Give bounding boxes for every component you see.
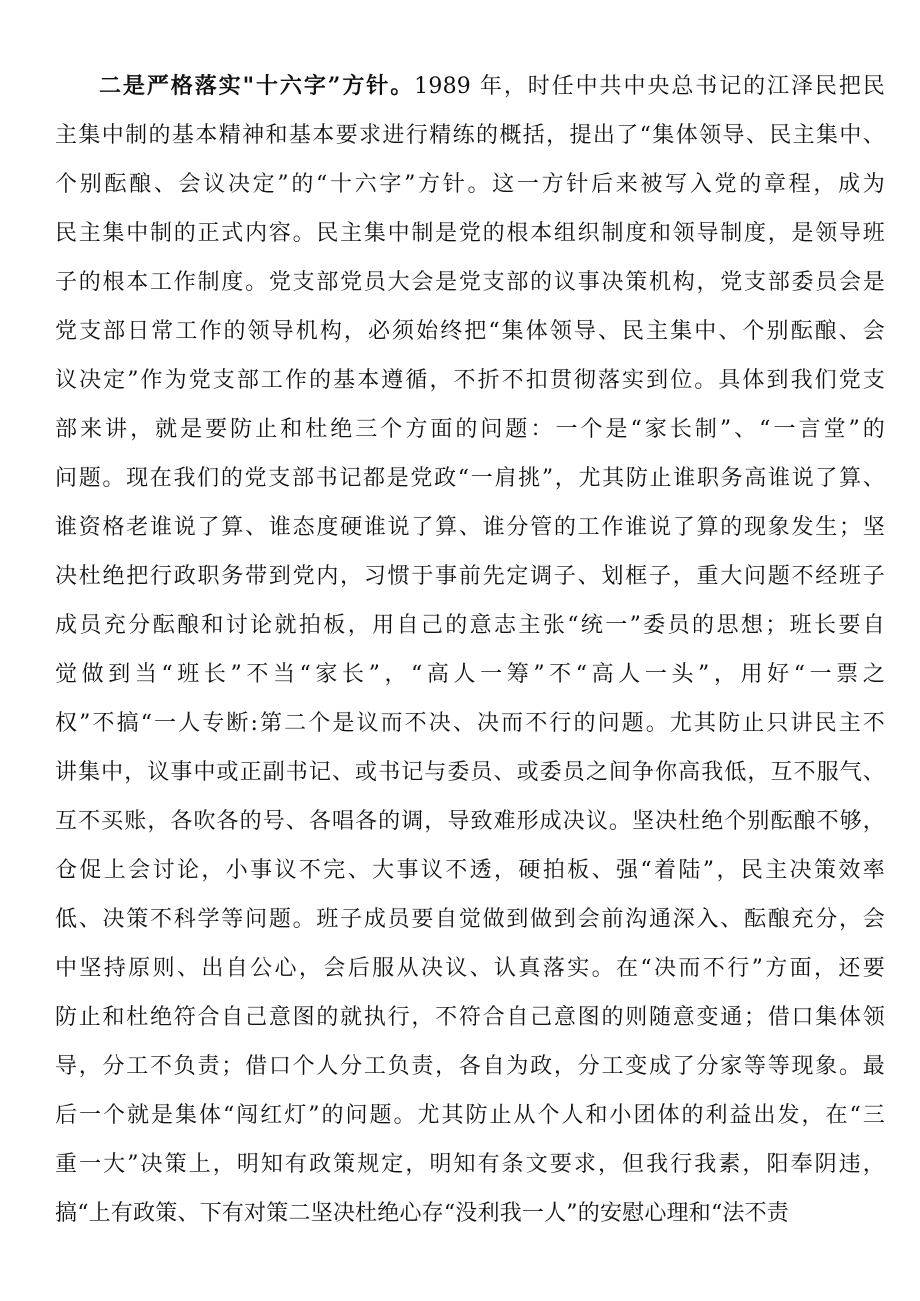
paragraph-line: 部来讲，就是要防止和杜绝三个方面的问题：一个是“家长制”、“一言堂”的	[55, 417, 885, 442]
paragraph-line: 议决定”作为党支部工作的基本遵循，不折不扣贯彻落实到位。具体到我们党支	[55, 368, 885, 393]
paragraph-line: 仓促上会讨论，小事议不完、大事议不透，硬拍板、强“着陆”，民主决策效率	[55, 858, 885, 883]
paragraph-line: 后一个就是集体“闯红灯”的问题。尤其防止从个人和小团体的利益出发，在“三	[55, 1103, 885, 1128]
section-heading: 二是严格落实"十六字”方针。	[99, 73, 415, 99]
paragraph-line: 成员充分酝酿和讨论就拍板，用自己的意志主张“统一”委员的思想；班长要自	[55, 613, 885, 638]
paragraph-line: 子的根本工作制度。党支部党员大会是党支部的议事决策机构，党支部委员会是	[55, 270, 885, 295]
paragraph-line: 个别酝酿、会议决定”的“十六字”方针。这一方针后来被写入党的章程，成为	[55, 172, 885, 197]
paragraph-line: 主集中制的基本精神和基本要求进行精练的概括，提出了“集体领导、民主集中、	[55, 123, 885, 148]
paragraph-line: 民主集中制的正式内容。民主集中制是党的根本组织制度和领导制度，是领导班	[55, 221, 885, 246]
paragraph-line: 讲集中，议事中或正副书记、或书记与委员、或委员之间争你高我低，互不服气、	[55, 760, 885, 785]
paragraph-line: 低、决策不科学等问题。班子成员要自觉做到做到会前沟通深入、酝酿充分，会	[55, 907, 885, 932]
paragraph-line: 党支部日常工作的领导机构，必须始终把“集体领导、民主集中、个别酝酿、会	[55, 319, 885, 344]
paragraph-line-1	[55, 62, 885, 111]
paragraph-line: 防止和杜绝符合自己意图的就执行，不符合自己意图的则随意变通；借口集体领	[55, 1005, 885, 1030]
paragraph-line: 搞“上有政策、下有对策二坚决杜绝心存“没利我一人”的安慰心理和“法不责	[55, 1201, 789, 1226]
paragraph-line: 中坚持原则、出自公心，会后服从决议、认真落实。在“决而不行”方面，还要	[55, 956, 885, 981]
body-paragraph	[55, 62, 885, 1238]
paragraph-line: 权”不搞“一人专断:第二个是议而不决、决而不行的问题。尤其防止只讲民主不	[55, 711, 885, 736]
paragraph-line: 决杜绝把行政职务带到党内，习惯于事前先定调子、划框子，重大问题不经班子	[55, 564, 885, 589]
paragraph-line: 谁资格老谁说了算、谁态度硬谁说了算、谁分管的工作谁说了算的现象发生；坚	[55, 515, 885, 540]
paragraph-line: 互不买账，各吹各的号、各唱各的调，导致难形成决议。坚决杜绝个别酝酿不够，	[55, 809, 885, 834]
paragraph-line: 问题。现在我们的党支部书记都是党政“一肩挑”，尤其防止谁职务高谁说了算、	[55, 466, 885, 491]
paragraph-line: 重一大”决策上，明知有政策规定，明知有条文要求，但我行我素，阳奉阴违，	[55, 1152, 885, 1177]
paragraph-text-start: 1989 年，时任中共中央总书记的江泽民把民	[414, 74, 885, 99]
paragraph-line: 导，分工不负责；借口个人分工负责，各自为政，分工变成了分家等等现象。最	[55, 1054, 885, 1079]
paragraph-line: 觉做到当“班长”不当“家长”，“高人一筹”不“高人一头”，用好“一票之	[55, 662, 885, 687]
